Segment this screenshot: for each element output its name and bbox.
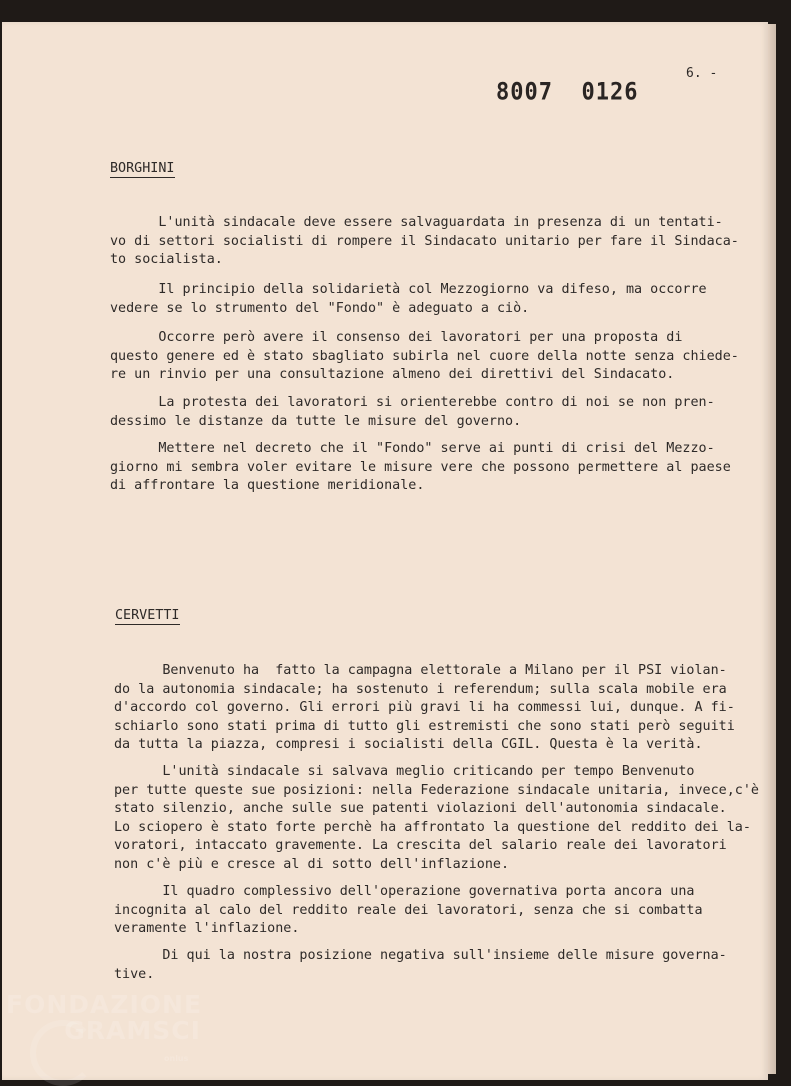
speech-paragraph: Il quadro complessivo dell'operazione governativa porta ancora una incognita al calo del reddito reale dei lavoratori, senza che si combatta veramente l'inflazione.: [114, 884, 703, 936]
speech-paragraph: L'unità sindacale si salvava meglio criticando per tempo Benvenuto per tutte queste sue posizioni: nella Federazione sindacale unitaria, invece,c'è stato silenzio, anche sulle sue patenti violazioni dell'autonomia sindacale. Lo sciopero è stato forte perchè ha affrontato la questione del reddito dei la- voratori, intaccato gravemente. La crescita del salario reale dei lavoratori non c'è più e cresce al di sotto dell'inflazione.: [114, 764, 759, 872]
speech-paragraph: La protesta dei lavoratori si orienterebbe contro di noi se non pren- dessimo le distanze da tutte le misure del governo.: [110, 395, 715, 429]
speech-paragraph: L'unità sindacale deve essere salvaguardata in presenza di un tentati- vo di settori socialisti di rompere il Sindacato unitario per fare il Sindaca- to socialista.: [110, 215, 739, 267]
speaker-heading-borghini: BORGHINI: [110, 161, 175, 176]
page-number: 6. -: [686, 66, 718, 81]
speech-paragraph: Il principio della solidarietà col Mezzogiorno va difeso, ma occorre vedere se lo strumento del "Fondo" è adeguato a ciò.: [110, 282, 707, 316]
watermark-line1: FONDAZIONE: [6, 990, 203, 1019]
watermark: [6, 990, 203, 1063]
speech-paragraph: Mettere nel decreto che il "Fondo" serve ai punti di crisi del Mezzo- giorno mi sembra voler evitare le misure vere che possono permettere al paese di affrontare la questione meridionale.: [110, 441, 731, 493]
watermark-line2: GRAMSCI: [64, 1016, 201, 1045]
speech-paragraph: Di qui la nostra posizione negativa sull'insieme delle misure governa- tive.: [114, 948, 727, 982]
watermark-tag: onlus: [164, 1054, 189, 1063]
stamp-left-number: 8007: [496, 78, 553, 107]
archive-stamp: [496, 79, 638, 107]
stamp-right-number: 0126: [581, 78, 639, 107]
speaker-heading-cervetti: CERVETTI: [115, 608, 180, 623]
speech-paragraph: Occorre però avere il consenso dei lavoratori per una proposta di questo genere ed è stato sbagliato subirla nel cuore della notte senza chiede- re un rinvio per una consultazione almeno dei direttivi del Sindacato.: [110, 330, 739, 382]
speech-paragraph: Benvenuto ha fatto la campagna elettorale a Milano per il PSI violan- do la autonomia sindacale; ha sostenuto i referendum; sulla scala mobile era d'accordo col governo. Gli errori più gravi li ha commessi lui, dunque. A fi- schiarlo sono stati prima di tutto gli estremisti che sono stati però seguiti da tutta la piazza, compresi i socialisti della CGIL. Questa è la verità.: [114, 663, 735, 752]
page-edge: [768, 24, 776, 1074]
